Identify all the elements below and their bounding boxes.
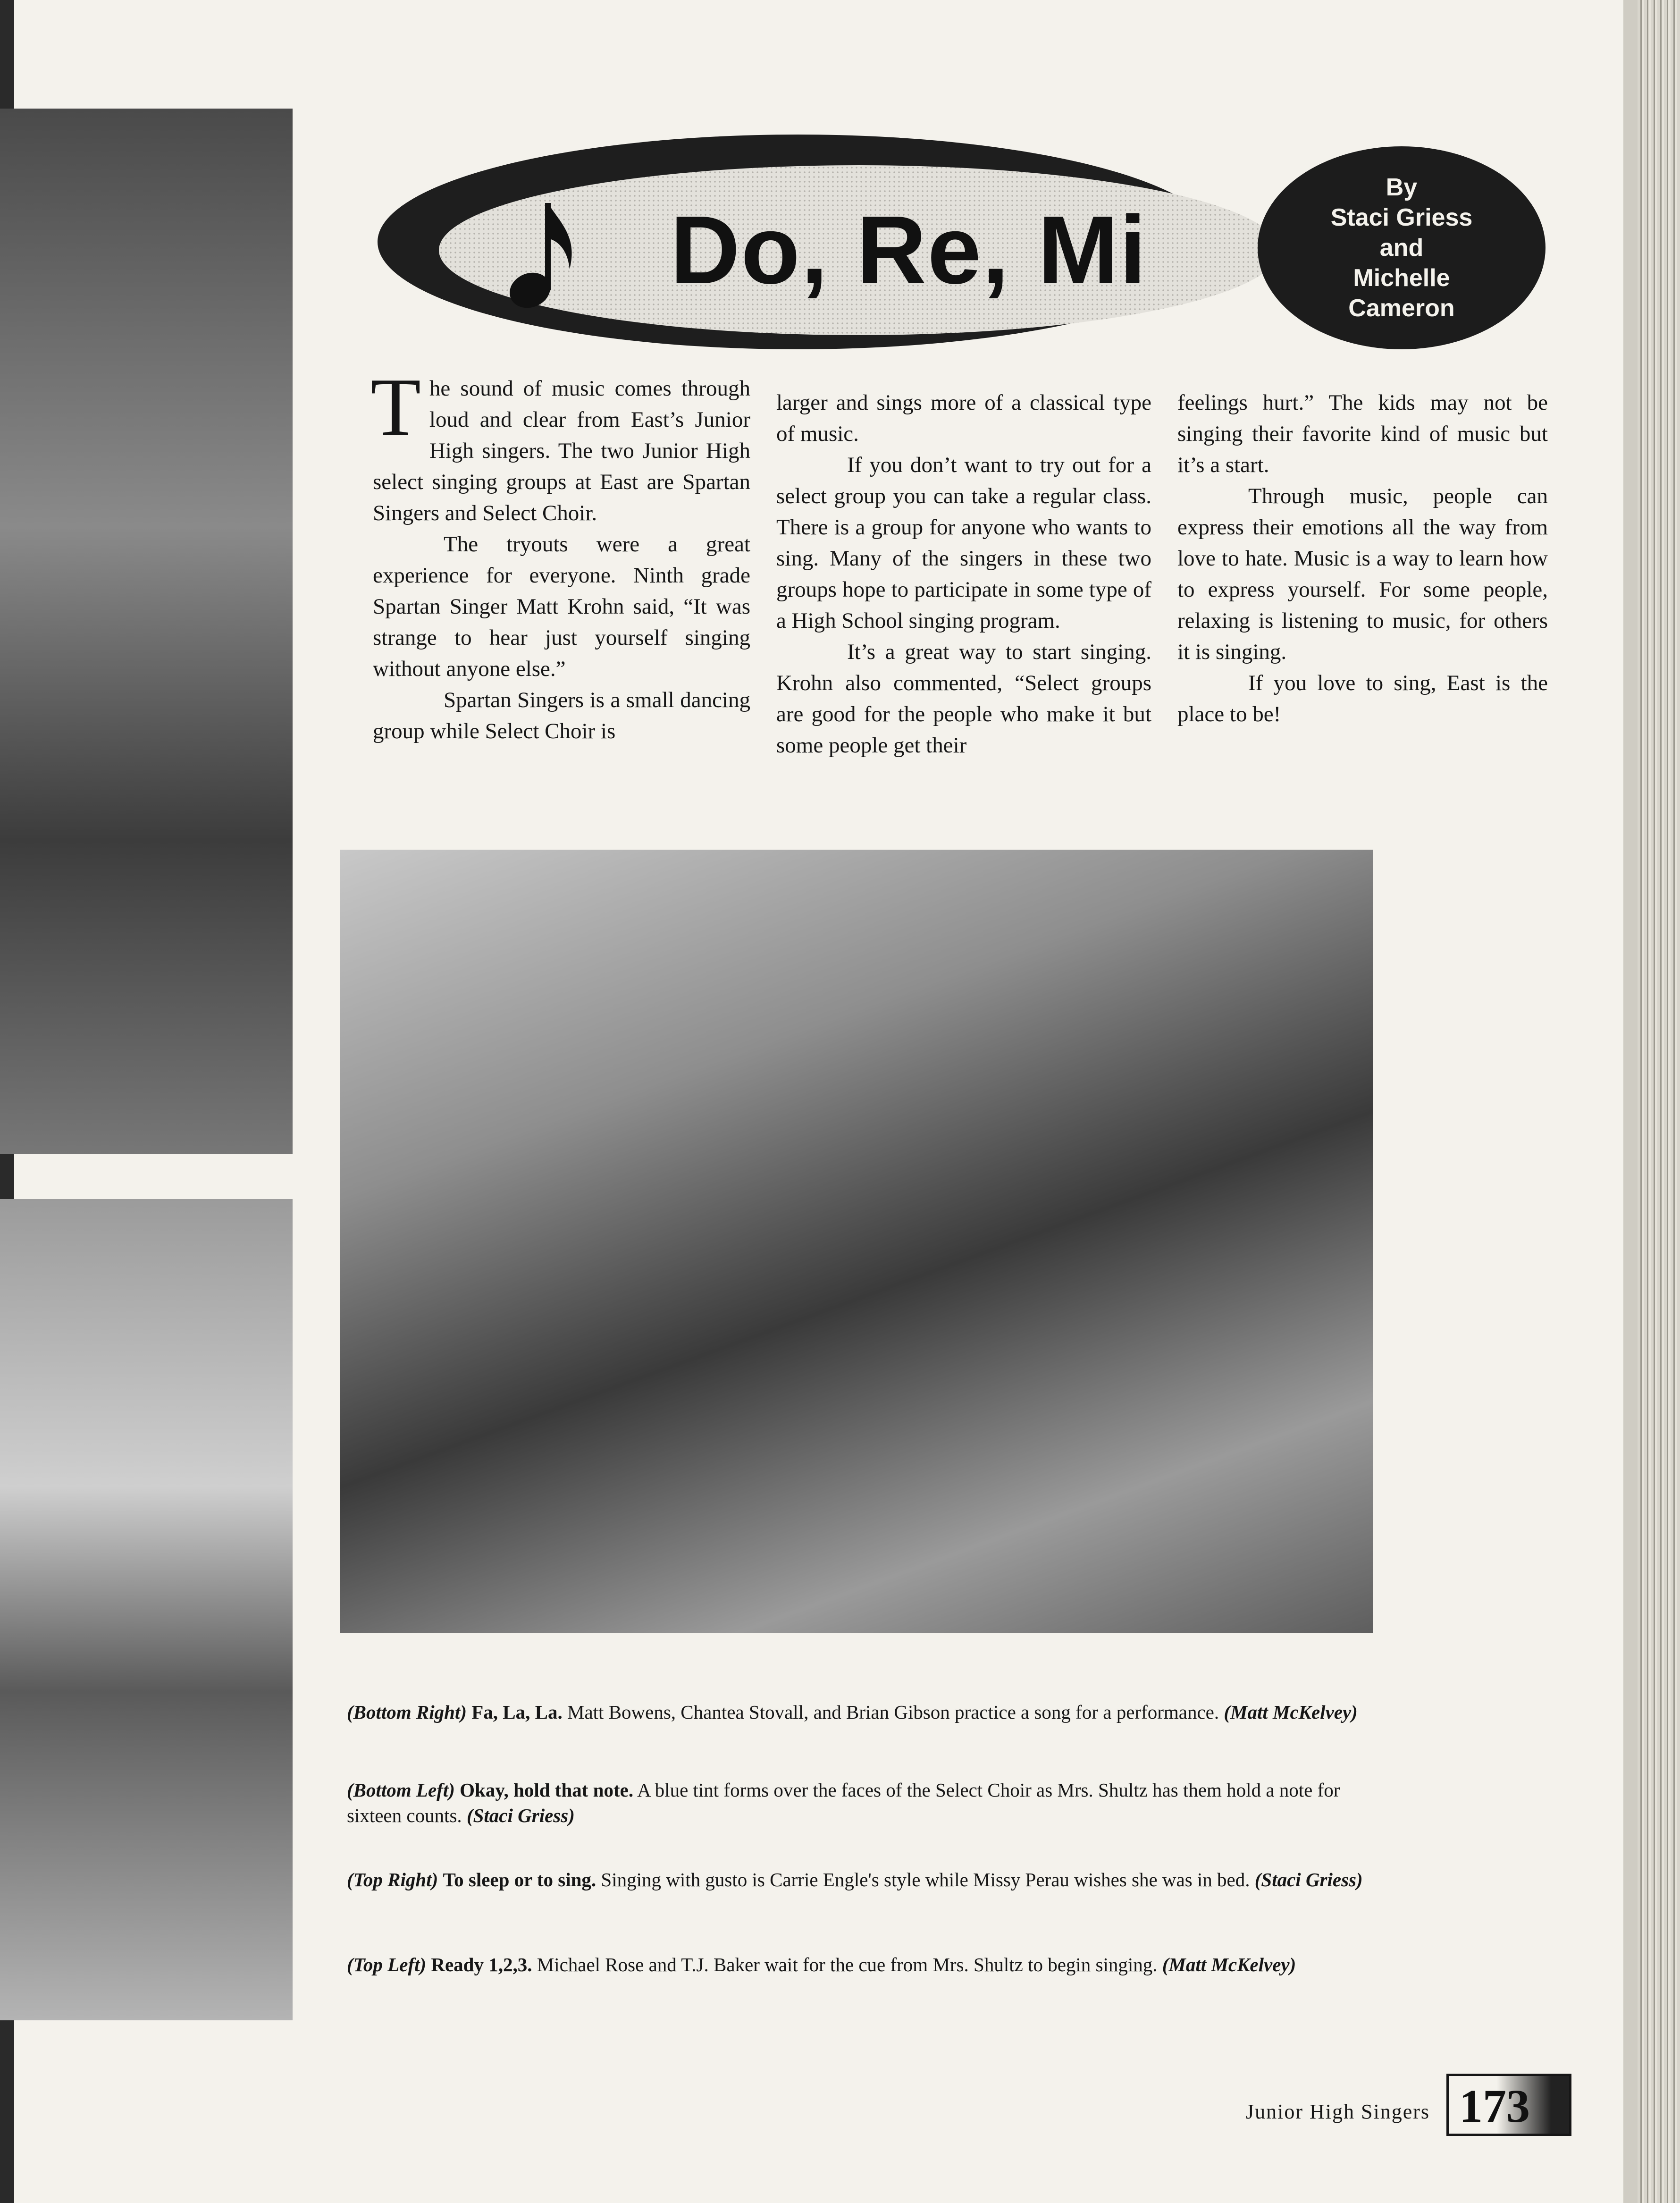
drop-cap: T [370, 361, 421, 453]
article-paragraph: feelings hurt.” The kids may not be singing their favorite kind of music but it’s a start. [1177, 390, 1548, 477]
caption-credit: (Matt McKelvey) [1162, 1954, 1296, 1975]
article-paragraph: Spartan Singers is a small dancing group while Select Choir is [373, 688, 750, 743]
caption-credit: (Staci Griess) [1254, 1869, 1363, 1891]
photo-caption [347, 1777, 1392, 1828]
page-number-box [1446, 2074, 1571, 2136]
eighth-note-icon [507, 194, 578, 312]
photo-caption [347, 1867, 1392, 1892]
caption-position: (Top Left) [347, 1954, 427, 1975]
caption-position: (Bottom Right) [347, 1701, 467, 1723]
article-paragraph: If you love to sing, East is the place to be! [1177, 671, 1548, 726]
article-paragraph: The tryouts were a great experience for everyone. Ninth grade Spartan Singer Matt Krohn said, “It was strange to hear just yourself singing without anyone else.” [373, 532, 750, 681]
caption-headline: Fa, La, La. [471, 1701, 563, 1723]
article-paragraph: If you don’t want to try out for a select group you can take a regular class. There is a group for anyone who wants to sing. Many of the singers in these two groups hope to participate in some type of a High School singing program. [776, 453, 1151, 633]
article-paragraph: larger and sings more of a classical type of music. [776, 390, 1151, 446]
photo-bottom-left [0, 1199, 293, 2020]
article-paragraph [370, 361, 750, 529]
caption-headline: Okay, hold that note. [460, 1779, 634, 1801]
caption-headline: To sleep or to sing. [443, 1869, 596, 1891]
caption-headline: Ready 1,2,3. [431, 1954, 532, 1975]
caption-position: (Bottom Left) [347, 1779, 455, 1801]
section-name: Junior High Singers [1246, 2100, 1430, 2123]
photo-top-left [0, 109, 293, 1154]
article-column-1 [370, 361, 750, 747]
book-spine [1638, 0, 1680, 2203]
page-title: Do, Re, Mi [670, 196, 1147, 304]
caption-text: Matt Bowens, Chantea Stovall, and Brian Gibson practice a song for a performance. [567, 1701, 1219, 1723]
byline-line: By [1386, 174, 1418, 201]
article-column-3 [1177, 387, 1548, 730]
caption-text: A blue tint forms over the faces of the Select Choir as Mrs. Shultz has them hold a note for sixteen counts. [347, 1779, 1340, 1826]
photo-caption [347, 1952, 1392, 1977]
byline-line: Michelle [1353, 264, 1450, 292]
caption-position: (Top Right) [347, 1869, 438, 1891]
page-number: 173 [1459, 2080, 1530, 2132]
byline-badge [1258, 146, 1546, 349]
byline-line: Cameron [1348, 295, 1455, 322]
byline-line: and [1379, 234, 1424, 262]
article-paragraph: Through music, people can express their emotions all the way from love to hate. Music is a way to learn how to express yourself. For some people, relaxing is listening to music, for others it is singing. [1177, 484, 1548, 664]
photo-caption [347, 1699, 1392, 1725]
caption-credit: (Matt McKelvey) [1224, 1701, 1358, 1723]
paragraph-text: he sound of music comes through loud and clear from East’s Junior High singers. The two Junior High select singing groups at East are Spartan Singers and Select Choir. [373, 376, 750, 525]
caption-credit: (Staci Griess) [466, 1805, 575, 1826]
binding-edge [1623, 0, 1638, 2203]
byline-line: Staci Griess [1330, 204, 1473, 231]
caption-text: Michael Rose and T.J. Baker wait for the cue from Mrs. Shultz to begin singing. [537, 1954, 1158, 1975]
photo-bottom-right [340, 850, 1373, 1633]
article-paragraph: It’s a great way to start singing. Krohn also commented, “Select groups are good for the people who make it but some people get their [776, 640, 1151, 758]
caption-text: Singing with gusto is Carrie Engle's style while Missy Perau wishes she was in bed. [601, 1869, 1250, 1891]
article-column-2 [776, 387, 1151, 761]
